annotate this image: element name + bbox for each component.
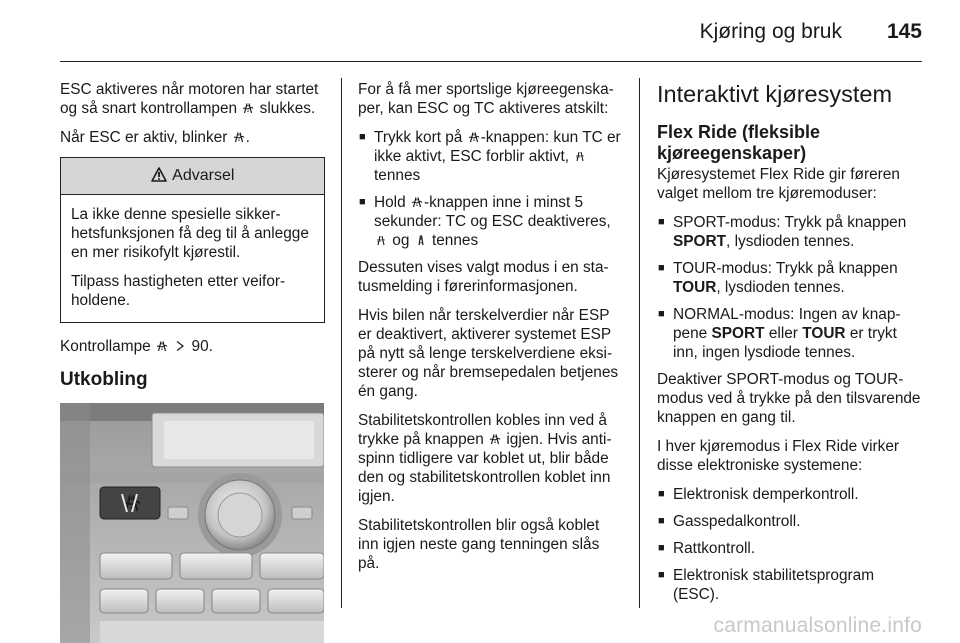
header-rule	[60, 61, 922, 62]
header-title: Kjøring og bruk	[699, 20, 842, 43]
tc-off-icon	[375, 234, 387, 246]
esc-off-icon	[415, 234, 427, 246]
list-item: ■ TOUR-modus: Trykk på knappen TOUR, lysdioden tennes.	[657, 259, 921, 297]
list-item: ■ Elektronisk stabilitetsprogram (ESC).	[657, 566, 921, 604]
paragraph: Dessuten vises valgt modus i en statusmelding i førerinformasjonen.	[358, 259, 609, 295]
mode-list	[657, 213, 921, 362]
warning-header	[61, 158, 324, 195]
esc-warning-icon	[468, 131, 480, 143]
list-item: ■ SPORT-modus: Trykk på knappen SPORT, lysdioden tennes.	[657, 213, 921, 251]
esc-warning-icon	[242, 102, 254, 114]
column-divider	[639, 78, 640, 608]
subheading: Utkobling	[60, 369, 148, 390]
system-list	[657, 485, 921, 604]
subsection-heading: Flex Ride (fleksible kjøreegenskaper)	[657, 122, 821, 163]
column-divider	[341, 78, 342, 608]
list-item: ■ Rattkontroll.	[657, 539, 921, 558]
tc-off-icon	[574, 150, 586, 162]
column-middle	[358, 80, 624, 583]
dashboard-illustration	[60, 403, 324, 643]
esc-warning-icon	[411, 196, 423, 208]
esc-warning-icon	[156, 340, 168, 352]
paragraph: Stabilitetskontrollen kobles inn ved å trykke på knappen igjen. Hvis antispinn tidligere var koblet ut, blir både den og stabilitetskontrollen koblet inn igjen.	[358, 412, 612, 505]
watermark: carmanualsonline.info	[713, 614, 922, 637]
warning-triangle-icon	[151, 167, 167, 182]
column-right	[657, 80, 921, 612]
page-header	[0, 0, 960, 62]
esc-warning-icon	[233, 131, 245, 143]
paragraph: I hver kjøremodus i Flex Ride virker disse elektroniske systemene:	[657, 438, 900, 474]
page-reference-icon	[174, 340, 186, 352]
warning-text: Tilpass hastigheten etter veiforholdene.	[71, 273, 286, 309]
list-item: ■ Gasspedalkontroll.	[657, 512, 921, 531]
paragraph: For å få mer sportslige kjøreegenskaper, kan ESC og TC aktiveres atskilt:	[358, 81, 614, 117]
cross-reference: Kontrollampe 90.	[60, 338, 213, 355]
paragraph: ESC aktiveres når motoren har startet og så snart kontrollampen slukkes.	[60, 81, 319, 117]
column-left	[60, 80, 325, 643]
page-number: 145	[886, 20, 922, 43]
esc-button-photo	[60, 403, 324, 643]
section-heading: Interaktivt kjøresystem	[657, 81, 893, 107]
list-item: ■ Elektronisk demperkontroll.	[657, 485, 921, 504]
bullet-list	[358, 128, 624, 250]
warning-body	[61, 195, 324, 322]
warning-text: La ikke denne spesielle sikkerhetsfunksjonen få deg til å anlegge en mer risikofylt kjørestil.	[71, 206, 309, 261]
paragraph: Kjøresystemet Flex Ride gir føreren valget mellom tre kjøremoduser:	[657, 166, 900, 202]
warning-title: Advarsel	[172, 167, 235, 184]
esc-warning-icon	[489, 433, 501, 445]
list-item: ■ Trykk kort på -knappen: kun TC er ikke aktivt, ESC forblir aktivt, tennes	[358, 128, 624, 185]
paragraph: Deaktiver SPORT-modus og TOUR-modus ved å trykke på den tilsvarende knappen en gang til.	[657, 371, 921, 426]
list-item: ■ NORMAL-modus: Ingen av knappene SPORT eller TOUR er trykt inn, ingen lysdiode tennes.	[657, 305, 921, 362]
paragraph: Hvis bilen når terskelverdier når ESP er deaktivert, aktiverer systemet ESP på nytt så lenge terskelverdiene eksisterer og når bremsepedalen betjenes én gang.	[358, 307, 619, 400]
paragraph: Når ESC er aktiv, blinker .	[60, 129, 250, 146]
warning-box	[60, 157, 325, 323]
paragraph: Stabilitetskontrollen blir også koblet inn igjen neste gang tenningen slås på.	[358, 517, 600, 572]
list-item: ■ Hold -knappen inne i minst 5 sekunder: TC og ESC deaktiveres, og tennes	[358, 193, 624, 250]
